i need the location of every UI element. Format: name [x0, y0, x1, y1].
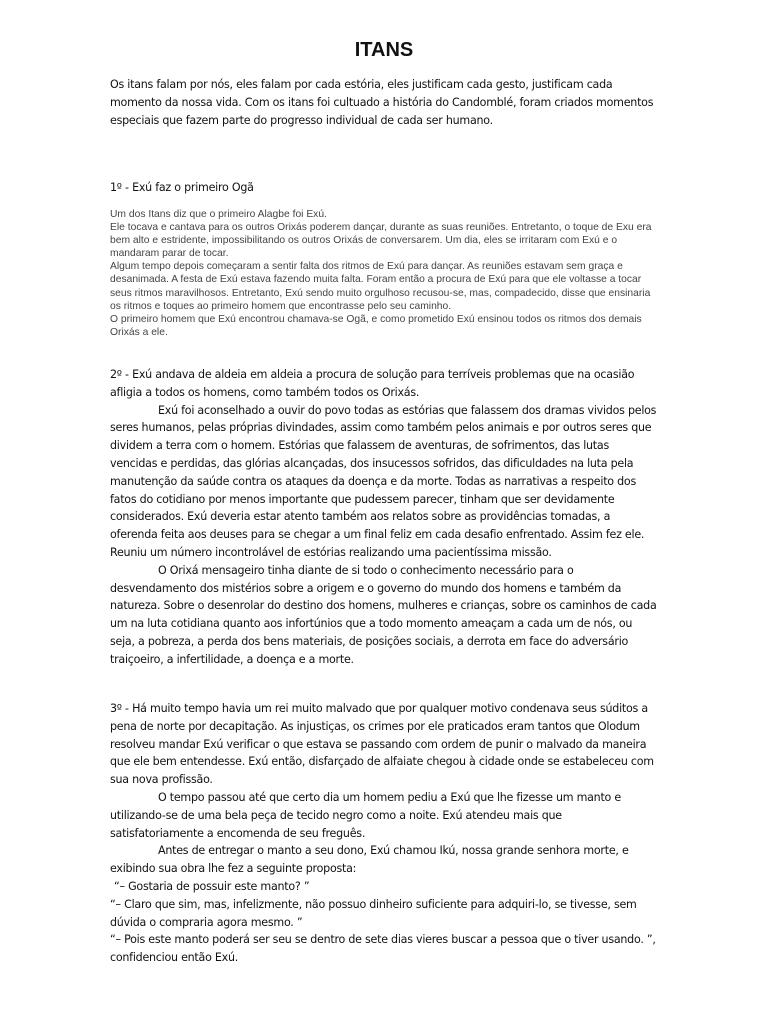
section3-paragraph-2: O tempo passou até que certo dia um homem pediu a Exú que lhe fizesse um manto e utilizando-se de uma bela peça de tecido negro como a noite. Exú atendeu mais que satisfatoriamente a encomenda de seu freguês. [110, 790, 621, 840]
section1-line-1: Um dos Itans diz que o primeiro Alagbe foi Exú. [110, 209, 327, 220]
intro-paragraph [110, 76, 658, 129]
section2-first-paragraph: 2º - Exú andava de aldeia em aldeia a procura de solução para terríveis problemas que na ocasião afligia a todos os homens, como também todos os Orixás. [110, 368, 635, 399]
section2-paragraph-3: O Orixá mensageiro tinha diante de si todo o conhecimento necessário para o desvendamento dos mistérios sobre a origem e o governo do mundo dos homens e também da natureza. Sobre o desenrolar do destino dos homens, mulheres e crianças, sobre os caminhos de cada um na luta cotidiana quanto aos infortúnios que a todo momento ameaçam a cada um de nós, ou seja, a pobreza, a perda dos bens materiais, de posições sociais, a derrota em face do adversário traiçoeiro, a infertilidade, a doença e a morte. [110, 563, 657, 666]
section3-paragraph-3: Antes de entregar o manto a seu dono, Exú chamou Ikú, nossa grande senhora morte, e exibindo sua obra lhe fez a seguinte proposta: [110, 844, 629, 876]
section1-line-3: Algum tempo depois começaram a sentir falta dos ritmos de Exú para dançar. As reuniões estavam sem graça e desanimada. A festa de Exú estava fazendo muita falta. Foram então a procura de Exú para que ele voltasse a tocar seus ritmos maravilhosos. Entretanto, Exú sendo muito orgulhoso recusou-se, mas, compadecido, disse que ensinaria os ritmos e toques ao primeiro homem que encontrasse pelo seu caminho. [110, 261, 651, 312]
section1-line-2: Ele tocava e cantava para os outros Orixás poderem dançar, durante as suas reuniões. Entretanto, o toque de Exu era bem alto e estridente, impossibilitando os outros Orixás de conversarem. Um dia, eles se irritaram com Exú e o mandaram parar de tocar. [110, 222, 652, 260]
section1-heading: 1º - Exú faz o primeiro Ogã [110, 181, 254, 194]
section2 [110, 366, 658, 669]
section3 [110, 700, 658, 967]
section2-paragraph-2: Exú foi aconselhado a ouvir do povo todas as estórias que falassem dos dramas vividos pelos seres humanos, pelas próprias divindades, assim como também pelos animais e por outros seres que dividem a terra com o homem. Estórias que falassem de aventuras, de sofrimentos, das lutas vencidas e perdidas, das glórias alcançadas, dos insucessos sofridos, das dificuldades na luta pela manutenção da saúde contra os ataques da doença e da morte. Todas as narrativas a respeito dos fatos do cotidiano por menos importante que pudessem parecer, tinham que ser devidamente considerados. Exú deveria estar atento também aos relatos sobre as providências tomadas, a oferenda feita aos deuses para se chegar a um final feliz em cada desafio enfrentado. Assim fez ele. Reuniu um número incontrolável de estórias realizando uma pacientíssima missão. [110, 403, 657, 559]
section1-line-4: O primeiro homem que Exú encontrou chamava-se Ogã, e como prometido Exú ensinou todos os ritmos dos demais Orixás a ele. [110, 313, 642, 338]
section3-quote-3: “– Pois este manto poderá ser seu se dentro de sete dias vieres buscar a pessoa que o tiver usando. ”, confidenciou então Exú. [110, 933, 656, 965]
section3-first-paragraph: 3º - Há muito tempo havia um rei muito malvado que por qualquer motivo condenava seus súditos a pena de norte por decapitação. As injustiças, os crimes por ele praticados eram tantos que Olodum resolveu mandar Exú verificar o que estava se passando com ordem de punir o malvado da maneira que ele bem entendesse. Exú então, disfarçado de alfaiate chegou à cidade onde se estabeleceu com sua nova profissão. [110, 702, 654, 787]
section1-body [110, 208, 658, 339]
section3-quote-1: “– Gostaria de possuir este manto? ” [114, 879, 310, 893]
section3-quote-2: “– Claro que sim, mas, infelizmente, não possuo dinheiro suficiente para adquiri-lo, se tivesse, sem dúvida o compraria agora mesmo. ” [110, 897, 637, 929]
intro-text: Os itans falam por nós, eles falam por cada estória, eles justificam cada gesto, justificam cada momento da nossa vida. Com os itans foi cultuado a história do Candomblé, foram criados momentos especiais que fazem parte do progresso individual de cada ser humano. [110, 78, 654, 127]
page-title: ITANS [354, 39, 414, 61]
